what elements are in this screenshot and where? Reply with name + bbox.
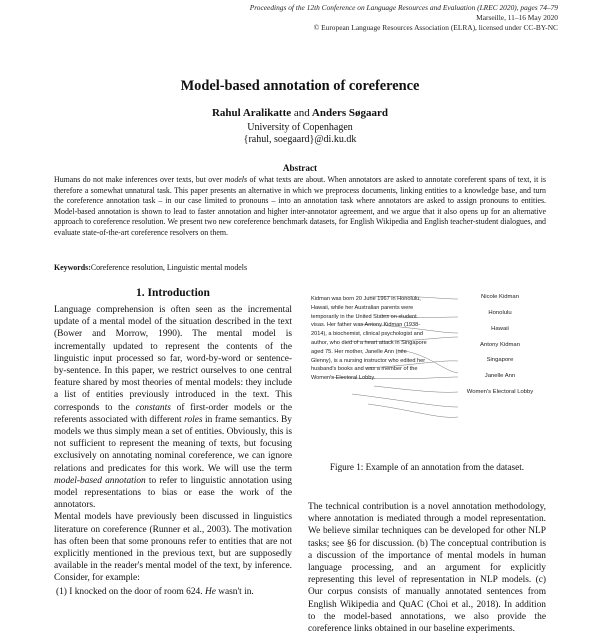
- institution: University of Copenhagen: [247, 122, 353, 133]
- abstract-text-2: of what texts are about. When annotators are asked to annotate coreferent spans of text, it is therefore a somewhat unnatural task. This paper presents an alternative in which we preprocess documents, linking entities to a knowledge base, and turn the coreference annotation task – in our case limited to pronouns – into an annotation task where annotators are asked to assign pronouns to entities. Model-based annotation is shown to lead to faster annotation and higher inter-annotator agreement, and we argue that it also opens up for an alternative approach to coreference resolution. We present two new coreference benchmark datasets, for English Wikipedia and English teacher-student dialogues, and evaluate state-of-the-art coreference resolvers on them.: [54, 175, 546, 237]
- authors: [0, 107, 600, 119]
- author-email: {rahul, soegaard}@di.ku.dk: [243, 134, 357, 145]
- example-text-b: wasn't in.: [215, 587, 254, 597]
- intro-paragraph-2: Mental models have previously been discussed in linguistics literature on coreference (Runner et al., 2003). The motivation has often been that some pronouns refer to entities that are not explicitly mentioned in the previous text, but are supposedly available in the reader's mental model of the text, by inference. Consider, for example:: [54, 512, 292, 584]
- link-line: [352, 394, 458, 407]
- intro-p1-italic-constants: constants: [135, 402, 171, 413]
- entity-hawaii[interactable]: Hawaii: [491, 326, 509, 332]
- keywords-text: Coreference resolution, Linguistic mental models: [90, 263, 248, 272]
- contributions-paragraph: [308, 501, 546, 635]
- introduction-body: [54, 304, 292, 585]
- affiliation: [0, 122, 600, 146]
- figure-annotation-example: [308, 293, 546, 455]
- intro-p1-a: Language comprehension is often seen as the incremental update of a mental model of the situation described in the text (Bower and Morrow, 1990). The mental model is incrementally updated to represent the contents of the linguistic input processed so far, word-by-word or sentence-by-sentence. In this paper, we restrict ourselves to one central feature shared by most theories of mental models: they include a list of entities previously introduced in the text. This corresponds to the: [54, 305, 292, 413]
- example-1: [56, 587, 254, 597]
- section-heading-introduction: 1. Introduction: [136, 287, 210, 299]
- abstract-body: [54, 175, 546, 238]
- entity-janelle-ann[interactable]: Janelle Ann: [484, 373, 516, 379]
- abstract-text-italic: models: [224, 175, 248, 184]
- proceedings-header: [250, 3, 558, 33]
- figure-passage: Kidman was born 20 June 1967 in Honolulu, Hawaii, while her Australian parents were temporarily in the United States on student visas. Her father was Antony Kidman (1938-2014), a biochemist, clinical psychologist and author, who died of a heart attack in Singapore aged 75. Her mother, Janelle Ann (née Glenny), is a nursing instructor who edited her husband's books and was a member of the Women's Electoral Lobby.: [311, 296, 427, 382]
- intro-p1-c: in frame semantics. By models we thus simply mean a set of entities. Obviously, this is not sufficient to represent the meaning of texts, but focusing exclusively on annotating nominal coreference, we can ignore relations and predicates for this work. We will use the term: [54, 414, 292, 474]
- entity-honolulu[interactable]: Honolulu: [488, 310, 512, 316]
- header-venue: Proceedings of the 12th Conference on Language Resources and Evaluation (LREC 2020), pages 74–79: [249, 3, 558, 12]
- example-text-a: (1) I knocked on the door of room 624.: [56, 587, 205, 597]
- contributions-text: The technical contribution is a novel annotation methodology, where annotation is mediated through a model representation. We believe similar techniques can be developed for other NLP tasks; see §6 for discussion. (b) The conceptual contribution is a discussion of the importance of mental models in human language processing, and an argument for explicitly representing this level of representation in NLP models. (c) Our corpus consists of manually annotated sentences from English Wikipedia and QuAC (Choi et al., 2018). In addition to the model-based annotations, we also provide the coreference links obtained in our baseline experiments.: [308, 502, 546, 635]
- intro-p1-b: of first-order models or the referents associated with different: [54, 402, 292, 425]
- header-location: Marseille, 11–16 May 2020: [476, 13, 558, 22]
- header-license: © European Language Resources Association (ELRA), licensed under CC-BY-NC: [313, 23, 558, 32]
- author-conjunction: and: [293, 107, 310, 119]
- intro-paragraph-1: [54, 304, 292, 511]
- abstract-heading: Abstract: [282, 163, 318, 173]
- intro-p1-italic-term: model-based annotation: [54, 475, 146, 486]
- keywords: [54, 263, 247, 272]
- author-sogaard: Anders Søgaard: [311, 107, 389, 119]
- figure-caption: Figure 1: Example of an annotation from the dataset.: [329, 462, 525, 472]
- keywords-label: Keywords:: [54, 263, 91, 272]
- link-line: [374, 386, 458, 392]
- intro-p1-d: to refer to linguistic annotation using model representations to bias or ease the work of the annotators.: [54, 475, 292, 511]
- paper-title: Model-based annotation of coreference: [180, 78, 420, 94]
- entity-womens-electoral-lobby[interactable]: Women's Electoral Lobby: [466, 389, 534, 395]
- entity-singapore[interactable]: Singapore: [486, 357, 514, 363]
- author-aralikatte: Rahul Aralikatte: [211, 107, 292, 119]
- intro-p1-italic-roles: roles: [184, 414, 203, 425]
- abstract-text-1: Humans do not make inferences over texts, but over: [54, 175, 225, 184]
- example-pronoun: He: [204, 587, 216, 597]
- entity-antony-kidman[interactable]: Antony Kidman: [480, 342, 520, 348]
- entity-nicole-kidman[interactable]: Nicole Kidman: [481, 294, 519, 300]
